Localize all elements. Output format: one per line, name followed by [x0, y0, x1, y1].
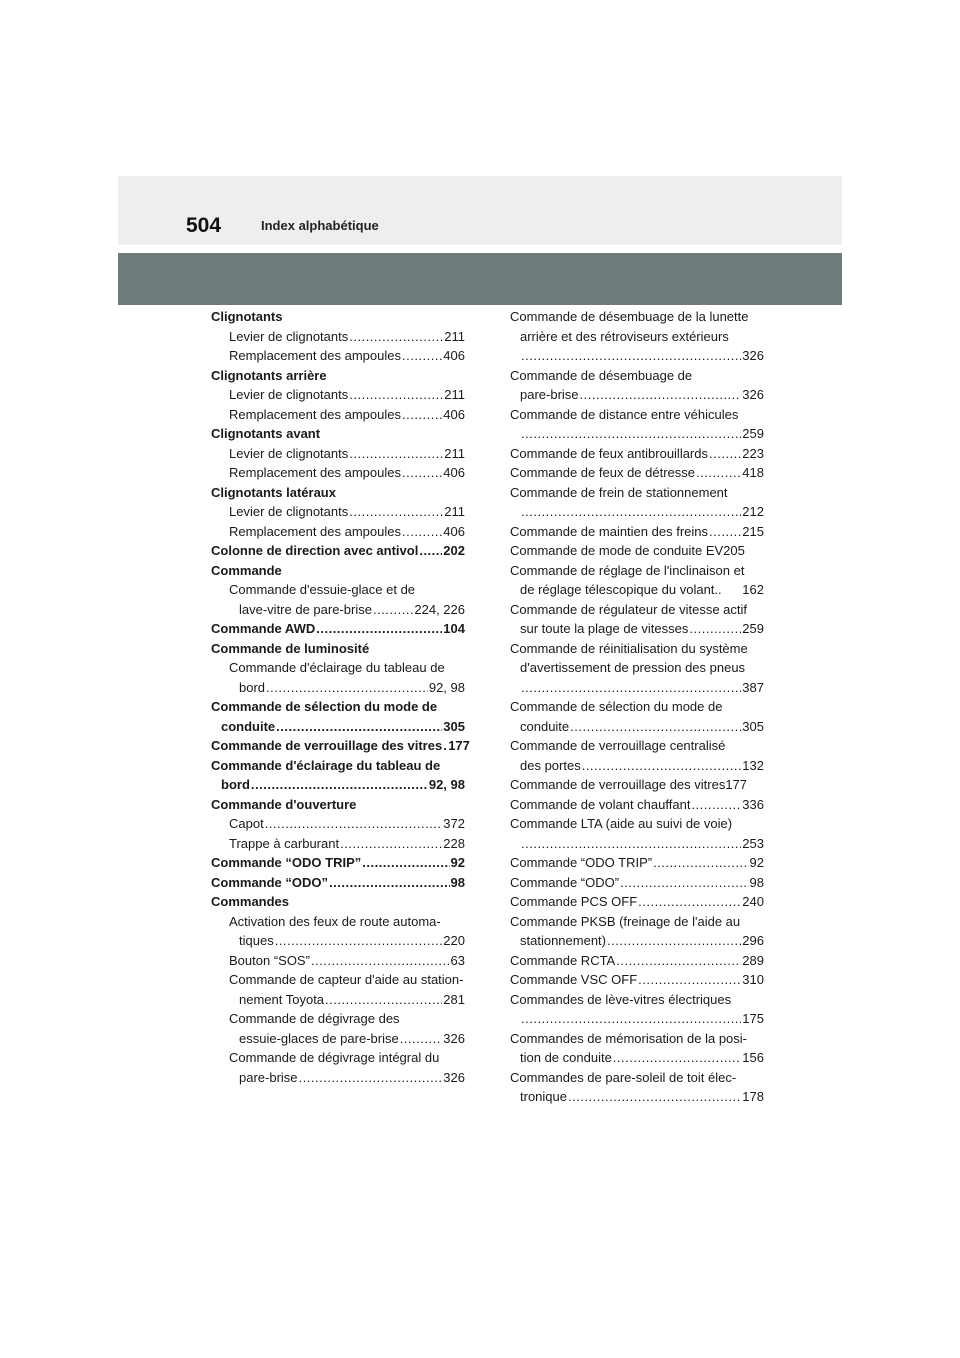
dot-leader	[402, 405, 442, 425]
entry-text: pare-brise	[520, 387, 579, 402]
entry-page: 326	[742, 348, 764, 363]
index-entry	[211, 873, 465, 893]
index-entry	[510, 522, 764, 542]
dot-leader	[373, 600, 413, 620]
index-entry: Commande d'essuie-glace et de	[229, 582, 416, 597]
dot-leader	[276, 717, 442, 737]
entry-text: sur toute la plage de vitesses	[520, 621, 689, 636]
index-entry	[510, 892, 764, 912]
entry-text: stationnement)	[520, 933, 606, 948]
index-entry	[510, 931, 764, 951]
entry-page: 310	[742, 972, 764, 987]
entry-text: Commande de volant chauffant	[510, 796, 691, 812]
index-entry: Commandes de lève-vitres électriques	[510, 991, 732, 1007]
entry-text: Levier de clignotants	[229, 445, 349, 461]
entry-page: 162	[742, 582, 764, 597]
index-entry: Commande de désembuage de	[510, 367, 693, 383]
index-entry	[510, 853, 764, 873]
entry-page: 228	[443, 835, 465, 851]
dot-leader	[402, 522, 442, 542]
index-entry: Commande de mode de conduite EV205	[510, 543, 745, 558]
index-entry	[211, 600, 465, 620]
dot-leader	[251, 775, 428, 795]
dot-leader	[620, 873, 748, 893]
index-entry	[211, 541, 465, 561]
entry-page: 387	[742, 679, 764, 695]
entry-page: 305	[742, 718, 764, 734]
index-entry: Commande de verrouillage des vitres177	[510, 777, 748, 792]
dot-leader	[613, 1048, 742, 1068]
index-column-right	[510, 307, 764, 1107]
index-entry	[510, 463, 764, 483]
index-entry: Commande de dégivrage des	[229, 1011, 400, 1026]
dot-leader	[709, 444, 741, 464]
index-entry	[510, 385, 764, 405]
dot-leader	[570, 717, 741, 737]
entry-page: 212	[742, 504, 764, 519]
index-entry	[211, 834, 465, 854]
index-entry	[211, 678, 465, 698]
index-entry	[510, 1087, 764, 1107]
dot-leader	[638, 892, 741, 912]
entry-page: 220	[443, 933, 465, 948]
entry-page: 211	[444, 504, 465, 519]
index-entry	[510, 1048, 764, 1068]
entry-page: 92	[749, 855, 764, 870]
header-band	[118, 176, 842, 245]
entry-page: 178	[742, 1089, 764, 1104]
index-entry	[211, 327, 465, 347]
entry-page: 326	[742, 387, 764, 402]
entry-text: bord	[239, 679, 266, 695]
index-entry	[211, 931, 465, 951]
dot-leader	[689, 619, 741, 639]
index-entry	[510, 834, 764, 854]
entry-text: Trappe à carburant	[229, 835, 340, 851]
entry-page: 211	[444, 328, 465, 344]
index-entry	[510, 951, 764, 971]
entry-text: Commande “ODO TRIP”	[211, 855, 362, 870]
dot-leader	[265, 814, 443, 834]
entry-text: Remplacement des ampoules	[229, 348, 401, 363]
index-entry: Commande de régulateur de vitesse actif	[510, 601, 748, 617]
entry-page: 92, 98	[428, 777, 465, 792]
entry-text: Levier de clignotants	[229, 504, 349, 519]
entry-text: Commande de maintien des freins	[510, 523, 708, 539]
entry-text: nement Toyota	[239, 991, 325, 1007]
dot-leader	[349, 385, 443, 405]
index-entry: Commande de verrouillage centralisé	[510, 738, 726, 753]
dot-leader	[362, 853, 449, 873]
entry-text: Commande de verrouillage des vitres	[211, 738, 443, 753]
index-entry	[211, 385, 465, 405]
dot-leader	[653, 853, 748, 873]
entry-page: 372	[443, 816, 465, 831]
entry-page: 104	[443, 621, 465, 636]
index-entry: Commande d'ouverture	[211, 796, 357, 812]
section-title: Index alphabétique	[261, 218, 379, 233]
index-entry: Clignotants avant	[211, 426, 321, 441]
index-entry	[211, 444, 465, 464]
index-entry: d'avertissement de pression des pneus	[520, 660, 746, 675]
entry-text: Levier de clignotants	[229, 387, 349, 402]
entry-page: 211	[444, 445, 465, 461]
entry-text: Bouton “SOS”	[229, 952, 310, 968]
dot-leader	[316, 619, 442, 639]
dot-leader	[349, 327, 443, 347]
index-entry	[211, 775, 465, 795]
dot-leader	[521, 502, 741, 522]
dot-leader	[521, 678, 741, 698]
entry-page: 336	[742, 796, 764, 812]
dot-leader	[582, 756, 742, 776]
index-entry	[510, 619, 764, 639]
index-entry: Commande de frein de stationnement	[510, 484, 728, 500]
dot-leader	[349, 502, 443, 522]
entry-page: 63	[450, 952, 465, 968]
entry-text: conduite	[520, 718, 570, 734]
dot-leader	[443, 736, 447, 756]
entry-page: 240	[742, 894, 764, 909]
index-entry	[510, 873, 764, 893]
entry-page: 98	[450, 874, 465, 890]
dot-leader	[311, 951, 450, 971]
entry-text: Commande AWD	[211, 621, 316, 636]
index-entry	[510, 424, 764, 444]
dot-leader	[402, 463, 442, 483]
entry-page: 253	[742, 835, 764, 851]
index-entry: Clignotants arrière	[211, 367, 327, 383]
dot-leader	[275, 931, 443, 951]
entry-page: 296	[742, 933, 764, 948]
index-entry	[510, 756, 764, 776]
entry-text: tronique	[520, 1089, 567, 1104]
index-entry	[211, 853, 465, 873]
index-entry	[211, 814, 465, 834]
entry-page: 92, 98	[428, 679, 465, 695]
entry-text: tion de conduite	[520, 1050, 612, 1065]
index-entry: Commandes de mémorisation de la posi-	[510, 1030, 747, 1046]
index-entry	[211, 346, 465, 366]
index-entry: Commande d'éclairage du tableau de	[211, 757, 441, 773]
dot-leader	[521, 346, 741, 366]
index-entry: Commandes	[211, 894, 290, 909]
entry-text: Commande de feux de détresse	[510, 465, 695, 480]
entry-page: 289	[742, 952, 764, 968]
entry-page: 326	[443, 1069, 465, 1085]
entry-page: 406	[443, 465, 465, 480]
index-entry: Commande de luminosité	[211, 640, 370, 656]
entry-page: 418	[742, 465, 764, 480]
entry-page: 406	[443, 406, 465, 422]
index-entry	[211, 502, 465, 522]
entry-page: 406	[443, 523, 465, 539]
dot-leader	[299, 1068, 443, 1088]
entry-page: 92	[450, 855, 465, 870]
entry-page: 215	[742, 523, 764, 539]
dot-leader	[521, 834, 741, 854]
dot-leader	[616, 951, 741, 971]
index-entry: Commande de réglage de l'inclinaison et	[510, 562, 745, 578]
entry-page: 326	[443, 1030, 465, 1046]
entry-text: Commande de feux antibrouillards	[510, 445, 708, 461]
index-entry: Commande d'éclairage du tableau de	[229, 660, 445, 675]
index-entry	[510, 970, 764, 990]
entry-text: Remplacement des ampoules	[229, 406, 401, 422]
index-entry	[211, 463, 465, 483]
entry-page: 211	[444, 387, 465, 402]
index-entry	[211, 951, 465, 971]
entry-page: 156	[742, 1050, 764, 1065]
index-entry	[211, 619, 465, 639]
entry-text: conduite	[221, 718, 276, 734]
entry-page: 223	[742, 445, 764, 461]
dot-leader	[329, 873, 450, 893]
index-entry: Commande de capteur d'aide au station-	[229, 972, 464, 987]
entry-text: Remplacement des ampoules	[229, 523, 401, 539]
dot-leader	[402, 346, 442, 366]
entry-page: 305	[443, 718, 465, 734]
index-entry: Commande PKSB (freinage de l'aide au	[510, 913, 741, 929]
entry-page: 406	[443, 348, 465, 363]
index-entry	[211, 522, 465, 542]
index-entry: Commande de réinitialisation du système	[510, 640, 748, 656]
entry-text: Levier de clignotants	[229, 328, 349, 344]
page-number: 504	[186, 214, 222, 237]
dot-leader	[696, 463, 741, 483]
index-entry	[211, 1068, 465, 1088]
dot-leader	[419, 541, 442, 561]
dot-leader	[325, 990, 442, 1010]
entry-page: 281	[443, 991, 465, 1007]
entry-text: essuie-glaces de pare-brise	[239, 1030, 399, 1046]
entry-page: 175	[742, 1011, 764, 1026]
entry-text: des portes	[520, 757, 581, 773]
entry-page: 202	[443, 543, 465, 558]
index-entry: Commandes de pare-soleil de toit élec-	[510, 1069, 737, 1085]
entry-page: 177	[448, 738, 470, 753]
index-entry	[510, 1009, 764, 1029]
index-entry: Clignotants latéraux	[211, 484, 336, 500]
entry-text: Commande PCS OFF	[510, 894, 638, 909]
dot-leader	[521, 1009, 741, 1029]
index-entry	[510, 580, 764, 600]
dot-leader	[349, 444, 443, 464]
dot-leader	[607, 931, 741, 951]
entry-text: Remplacement des ampoules	[229, 465, 401, 480]
entry-text: pare-brise	[239, 1069, 298, 1085]
dot-leader	[340, 834, 442, 854]
entry-text: Commande VSC OFF	[510, 972, 638, 987]
index-entry	[211, 717, 465, 737]
dot-leader	[580, 385, 742, 405]
entry-page: 259	[742, 426, 764, 441]
entry-text: bord	[221, 777, 250, 792]
section-color-bar	[118, 253, 842, 305]
index-entry	[510, 678, 764, 698]
index-column-left	[211, 307, 470, 1087]
entry-page: 259	[742, 621, 764, 636]
dot-leader	[691, 795, 741, 815]
entry-text: tiques	[239, 933, 274, 948]
index-entry	[510, 795, 764, 815]
index-entry	[510, 346, 764, 366]
index-entry: Commande de distance entre véhicules	[510, 406, 739, 422]
index-entry: arrière et des rétroviseurs extérieurs	[520, 328, 729, 344]
dot-leader	[568, 1087, 741, 1107]
index-entry: Commande	[211, 562, 282, 578]
entry-page: 132	[742, 757, 764, 773]
index-entry	[211, 990, 465, 1010]
index-entry: Commande de sélection du mode de	[510, 699, 723, 714]
index-entry	[211, 736, 470, 756]
index-entry	[510, 717, 764, 737]
index-entry: Activation des feux de route automa-	[229, 913, 441, 929]
index-entry: Commande LTA (aide au suivi de voie)	[510, 816, 733, 831]
dot-leader	[400, 1029, 443, 1049]
index-entry	[510, 444, 764, 464]
entry-text: Commande “ODO”	[510, 874, 620, 890]
index-entry: Commande de désembuage de la lunette	[510, 309, 749, 324]
entry-text: lave-vitre de pare-brise	[239, 601, 372, 617]
index-entry: Commande de sélection du mode de	[211, 699, 438, 714]
index-entry: Clignotants	[211, 309, 283, 324]
index-entry	[211, 405, 465, 425]
index-entry	[211, 1029, 465, 1049]
entry-text: Capot	[229, 816, 264, 831]
entry-page: 224, 226	[414, 601, 465, 617]
entry-text: Commande RCTA	[510, 952, 616, 968]
entry-text: de réglage télescopique du volant..	[520, 582, 722, 597]
dot-leader	[266, 678, 428, 698]
dot-leader	[521, 424, 741, 444]
index-entry: Commande de dégivrage intégral du	[229, 1050, 440, 1065]
entry-text: Commande “ODO TRIP”	[510, 855, 653, 870]
dot-leader	[709, 522, 741, 542]
dot-leader	[638, 970, 741, 990]
entry-text: Commande “ODO”	[211, 874, 329, 890]
index-entry	[510, 502, 764, 522]
entry-page: 98	[749, 874, 764, 890]
entry-text: Colonne de direction avec antivol	[211, 543, 419, 558]
